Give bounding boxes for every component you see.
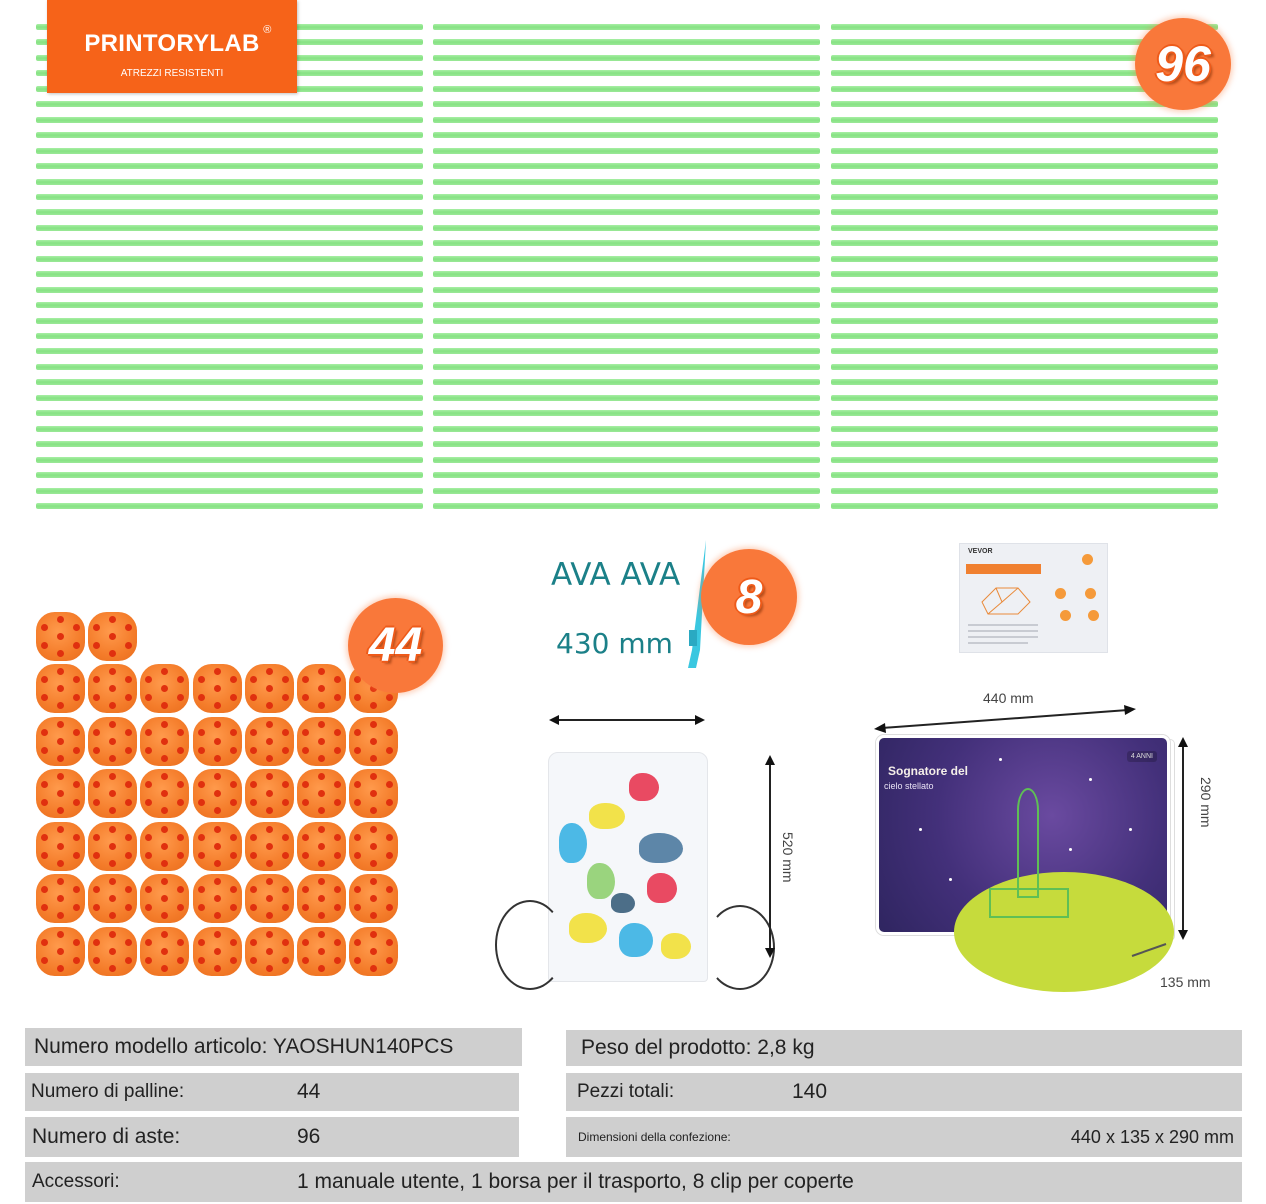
ball-connector (36, 874, 85, 923)
ball-connector (88, 927, 137, 976)
ball-connector (88, 822, 137, 871)
brand-logo (47, 0, 297, 93)
accessories-value: 1 manuale utente, 1 borsa per il trasporto, 8 clip per coperte (297, 1170, 854, 1193)
rods-value: 96 (297, 1125, 321, 1148)
stick (831, 348, 1218, 354)
bag-height-arrow (769, 763, 771, 953)
ball-connector (140, 822, 189, 871)
user-manual-image: VEVOR (959, 543, 1108, 653)
stick (433, 287, 820, 293)
clip-label: AVA AVA (551, 557, 681, 593)
stick (36, 302, 423, 308)
stick (36, 209, 423, 215)
stick (36, 148, 423, 154)
stick (433, 379, 820, 385)
balls-value: 44 (297, 1080, 321, 1103)
box-height-label: 290 mm (1198, 777, 1214, 828)
stick (36, 256, 423, 262)
ball-connector (140, 769, 189, 818)
stick (433, 457, 820, 463)
stick (433, 240, 820, 246)
stick (433, 472, 820, 478)
stick (36, 488, 423, 494)
brand-tagline: ATREZZI RESISTENTI (120, 68, 224, 79)
stick (831, 148, 1218, 154)
stick (433, 148, 820, 154)
stick (36, 364, 423, 370)
spec-row-accessories: Accessori: 1 manuale utente, 1 borsa per il trasporto, 8 clip per coperte (25, 1162, 1242, 1202)
stick (433, 488, 820, 494)
stick (433, 101, 820, 107)
stick (36, 426, 423, 432)
stick (831, 426, 1218, 432)
ball-connector (193, 717, 242, 766)
stick (831, 379, 1218, 385)
ball-connector (88, 717, 137, 766)
stick (433, 333, 820, 339)
box-age-label: 4 ANNI (1127, 751, 1157, 762)
stick (433, 395, 820, 401)
sticks-column-2 (433, 24, 820, 509)
stick (36, 132, 423, 138)
stick (36, 318, 423, 324)
stick (36, 410, 423, 416)
stick (831, 117, 1218, 123)
ball-connector (140, 717, 189, 766)
ball-connector (88, 612, 137, 661)
spec-row-model: Numero modello articolo: YAOSHUN140PCS (25, 1028, 522, 1066)
box-width-arrow (874, 702, 1138, 734)
ball-connector (349, 927, 398, 976)
ball-connector (297, 927, 346, 976)
ball-connector (297, 874, 346, 923)
stick (433, 55, 820, 61)
stick (831, 163, 1218, 169)
spec-row-weight: Peso del prodotto: 2,8 kg (566, 1030, 1242, 1066)
stick (831, 457, 1218, 463)
stick (36, 179, 423, 185)
ball-connector (245, 822, 294, 871)
ball-connector (297, 717, 346, 766)
ball-connector (36, 822, 85, 871)
stick (36, 117, 423, 123)
stick (831, 333, 1218, 339)
bag-height-label: 520 mm (780, 832, 796, 883)
ball-connector (349, 769, 398, 818)
spec-row-package: Dimensioni della confezione: 440 x 135 x 290 mm (566, 1117, 1242, 1157)
ball-connector (140, 927, 189, 976)
bag-width-arrow (555, 719, 700, 721)
stick (36, 395, 423, 401)
stick (36, 348, 423, 354)
stick (36, 194, 423, 200)
ball-connector (245, 927, 294, 976)
stick (433, 86, 820, 92)
stick (36, 379, 423, 385)
spec-row-balls: Numero di palline: 44 (25, 1073, 519, 1111)
stick (433, 117, 820, 123)
stick (433, 256, 820, 262)
ball-connector (245, 874, 294, 923)
box-subtitle: cielo stellato (884, 781, 934, 791)
stick (831, 395, 1218, 401)
stick (36, 163, 423, 169)
stick (831, 318, 1218, 324)
stick (433, 441, 820, 447)
box-depth-line (1130, 940, 1170, 960)
clip-length: 430 mm (556, 627, 673, 660)
stick (831, 132, 1218, 138)
ball-connector (297, 664, 346, 713)
stick (831, 240, 1218, 246)
stick (433, 39, 820, 45)
stick (36, 472, 423, 478)
stick (433, 426, 820, 432)
sticks-count-badge: 96 (1135, 18, 1231, 110)
total-value: 140 (792, 1080, 828, 1103)
stick (36, 503, 423, 509)
stick (831, 472, 1218, 478)
stick (433, 302, 820, 308)
ball-connector (36, 927, 85, 976)
stick (831, 503, 1218, 509)
ball-connector (297, 769, 346, 818)
stick (831, 256, 1218, 262)
stick (433, 364, 820, 370)
bag-cord (495, 900, 565, 990)
stick (831, 441, 1218, 447)
stick (831, 488, 1218, 494)
ball-connector (193, 822, 242, 871)
ball-connector (88, 769, 137, 818)
ball-connector (193, 874, 242, 923)
ball-connector (193, 927, 242, 976)
stick (433, 503, 820, 509)
sticks-column-1 (36, 24, 423, 509)
ball-connector (349, 874, 398, 923)
ball-connector (140, 874, 189, 923)
stick (433, 209, 820, 215)
stick (831, 364, 1218, 370)
stick (433, 410, 820, 416)
stick (433, 179, 820, 185)
ball-connector (88, 874, 137, 923)
ball-connector (36, 717, 85, 766)
carry-bag-image (548, 752, 708, 982)
stick (433, 271, 820, 277)
stick (831, 271, 1218, 277)
product-box-image (876, 735, 1170, 935)
stick (831, 194, 1218, 200)
box-depth-label: 135 mm (1160, 974, 1211, 990)
ball-connector (36, 769, 85, 818)
stick (36, 225, 423, 231)
stick (433, 318, 820, 324)
stick (36, 101, 423, 107)
stick (36, 271, 423, 277)
stick (36, 287, 423, 293)
ball-connector (140, 664, 189, 713)
stick (433, 194, 820, 200)
stick (36, 240, 423, 246)
stick (36, 333, 423, 339)
ball-connector (245, 664, 294, 713)
ball-connector (36, 612, 85, 661)
box-width-label: 440 mm (983, 690, 1034, 706)
ball-connector (193, 664, 242, 713)
stick (433, 24, 820, 30)
stick (433, 348, 820, 354)
ball-connector (349, 822, 398, 871)
clips-count-badge: 8 (701, 549, 797, 645)
stick (433, 163, 820, 169)
stick (831, 287, 1218, 293)
balls-count-badge: 44 (348, 598, 443, 693)
sticks-grid (36, 24, 1218, 509)
package-value: 440 x 135 x 290 mm (1070, 1126, 1234, 1147)
stick (831, 410, 1218, 416)
ball-connector (349, 717, 398, 766)
ball-connector (297, 822, 346, 871)
ball-connector (36, 664, 85, 713)
box-height-arrow (1182, 745, 1184, 932)
stick (831, 179, 1218, 185)
ball-connector (245, 769, 294, 818)
stick (831, 225, 1218, 231)
stick (831, 209, 1218, 215)
stick (36, 441, 423, 447)
stick (433, 70, 820, 76)
box-title: Sognatore del (888, 764, 969, 778)
spec-row-rods: Numero di aste: 96 (25, 1117, 519, 1157)
ball-connector (245, 717, 294, 766)
stick (36, 457, 423, 463)
stick (433, 132, 820, 138)
ball-connector (88, 664, 137, 713)
spec-row-total: Pezzi totali: 140 (566, 1073, 1242, 1111)
stick (831, 302, 1218, 308)
ball-connector (193, 769, 242, 818)
brand-name: PRINTORYLAB ® (84, 24, 272, 57)
stick (433, 225, 820, 231)
